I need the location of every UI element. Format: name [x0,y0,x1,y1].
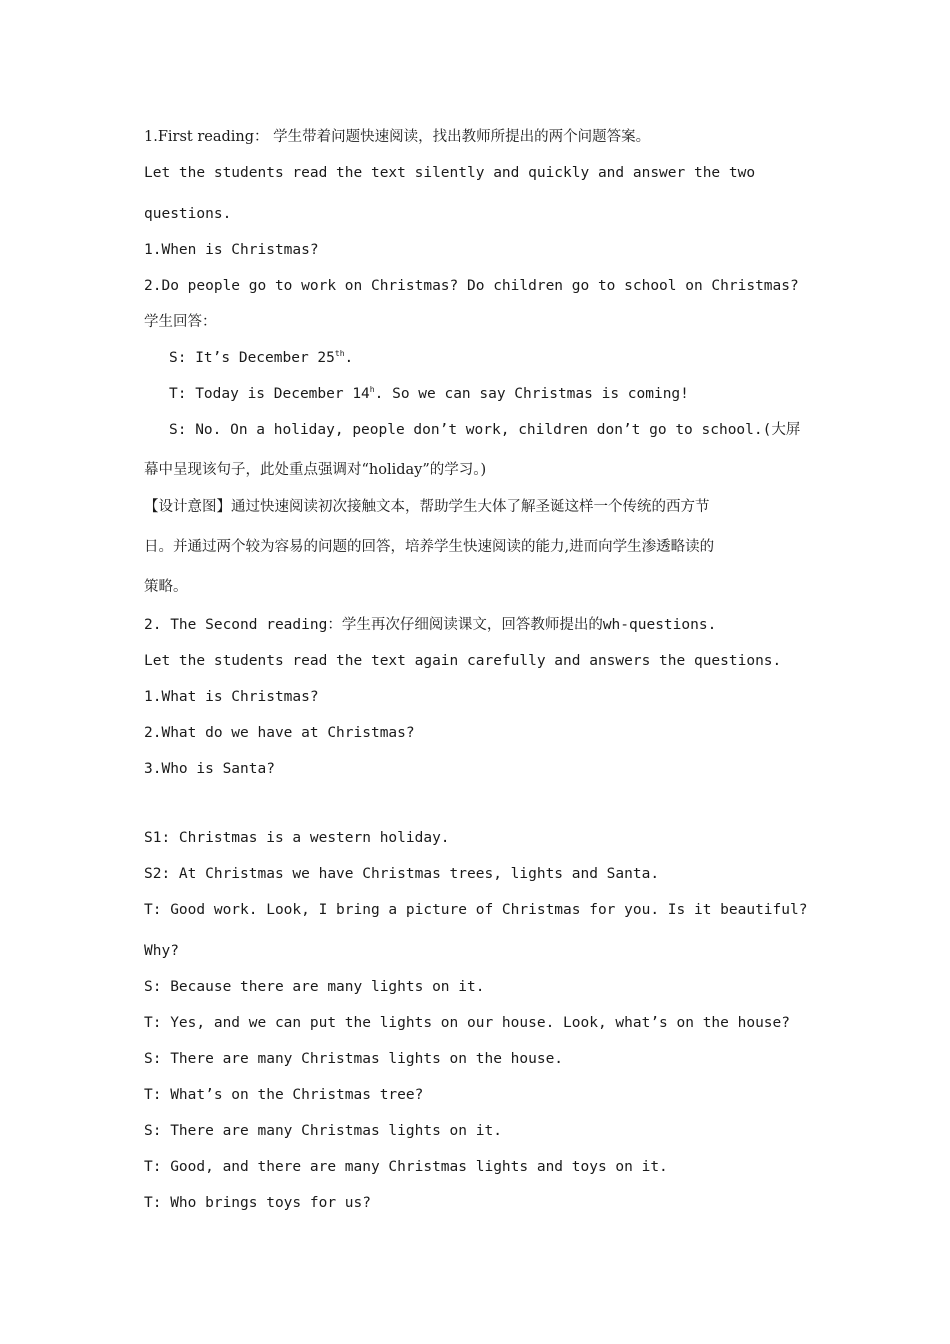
section2-question-2: 2.What do we have at Christmas? [144,725,415,741]
section1-question-1: 1.When is Christmas? [144,242,319,258]
dialogue-line: T: What’s on the Christmas tree? [144,1087,424,1103]
ordinal-suffix: h [369,385,375,394]
design-intent-line1: 【设计意图】通过快速阅读初次接触文本，帮助学生大体了解圣诞这样一个传统的西方节 [144,499,710,515]
section2-instruction: Let the students read the text again carefully and answers the questions. [144,653,782,669]
student-answer-2-line2: 幕中呈现该句子，此处重点强调对“holiday”的学习。) [144,462,487,478]
design-intent-line3: 策略。 [144,579,188,595]
ordinal-suffix: th [334,349,345,358]
dialogue-line: S: There are many Christmas lights on it. [144,1123,502,1139]
design-intent-line2: 日。并通过两个较为容易的问题的回答，培养学生快速阅读的能力,进而向学生渗透略读的 [144,539,715,555]
dialogue-line: T: Good, and there are many Christmas lights and toys on it. [144,1159,668,1175]
dialogue-line: T: Yes, and we can put the lights on our house. Look, what’s on the house? [144,1015,791,1031]
section2-question-1: 1.What is Christmas? [144,689,319,705]
dialogue-line: S2: At Christmas we have Christmas trees, lights and Santa. [144,866,660,882]
section2-heading: 2. The Second reading：学生再次仔细阅读课文，回答教师提出的wh-questions. [144,617,717,633]
section1-question-2: 2.Do people go to work on Christmas? Do children go to school on Christmas? [144,278,799,294]
answers-label: 学生回答： [144,314,217,330]
section2-question-3: 3.Who is Santa? [144,761,275,777]
dialogue-line: S: There are many Christmas lights on the house. [144,1051,564,1067]
dialogue-line: Why? [144,943,179,959]
section1-heading: 1.First reading： 学生带着问题快速阅读，找出教师所提出的两个问题答案。 [144,129,651,145]
student-answer-2-line1: S: No. On a holiday, people don’t work, children don’t go to school.(大屏 [169,422,801,438]
dialogue-line: T: Good work. Look, I bring a picture of Christmas for you. Is it beautiful? [144,902,808,918]
section1-instruction-line2: questions. [144,206,232,222]
student-answer-1: S: It’s December 25th. [169,349,354,366]
dialogue-line: T: Who brings toys for us? [144,1195,371,1211]
dialogue-line: S: Because there are many lights on it. [144,979,485,995]
dialogue-line: S1: Christmas is a western holiday. [144,830,450,846]
section1-instruction-line1: Let the students read the text silently and quickly and answer the two [144,165,756,181]
teacher-line-1: T: Today is December 14$^h$. So we can say Christmas is coming! [169,385,689,402]
